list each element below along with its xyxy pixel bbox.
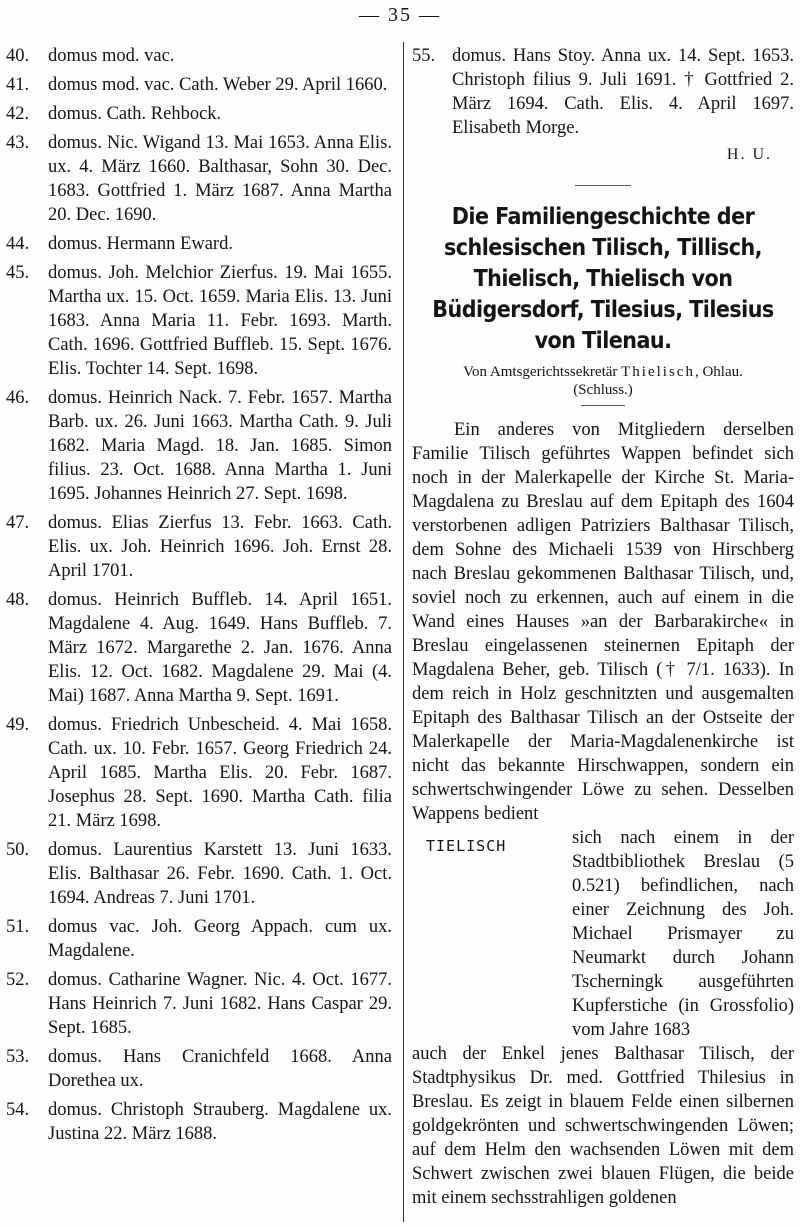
entry-number: 49. (6, 715, 30, 735)
entry-text: domus. Heinrich Buffleb. 14. April 1651. Magdalene 4. Aug. 1649. Hans Buffleb. 7. März 1672. Margarethe 2. Jan. 1676. Anna Elis. 12. Oct. 1682. Magdalene 29. Mai (4. Mai) 1687. Anna Martha 9. Sept. 1691. (48, 590, 392, 706)
entry-text: domus. Joh. Melchior Zierfus. 19. Mai 1655. Martha ux. 15. Oct. 1659. Maria Elis. 13. Juni 1683. Anna Maria 11. Febr. 1693. Marth. Cath. 1696. Gottfried Buffleb. 15. Sept. 1676. Elis. Tochter 14. Sept. 1698. (48, 263, 392, 379)
entry-number: 42. (6, 104, 30, 124)
page-number: — 35 — (359, 4, 441, 26)
right-column (412, 44, 794, 1210)
entry-text: domus mod. vac. (48, 46, 175, 66)
list-item (6, 73, 392, 97)
left-column (6, 44, 392, 1151)
column-divider (403, 42, 404, 1222)
entry-number: 46. (6, 388, 30, 408)
entry-number: 44. (6, 234, 30, 254)
entry-text: domus. Cath. Rehbock. (48, 104, 222, 124)
wrapped-text: sich nach einem in der Stadtbibliothek Breslau (5 0.521) befindlichen, nach einer Zeichnung des Joh. Michael Prismayer zu Neumarkt durch Johann Tscherningk ausgeführten Kupferstiche (in Grossfolio) vom Jahre 1683 (572, 828, 794, 1040)
entry-text: domus. Catharine Wagner. Nic. 4. Oct. 1677. Hans Heinrich 7. Juni 1682. Hans Caspar 29. Sept. 1685. (48, 970, 392, 1038)
entry-number: 50. (6, 840, 30, 860)
list-item (6, 588, 392, 708)
entry-number: 48. (6, 590, 30, 610)
list-item (6, 915, 392, 963)
list-item (6, 261, 392, 381)
list-item (6, 386, 392, 506)
byline-prefix: Von Amtsgerichtssekretär (463, 364, 618, 380)
entry-number: 41. (6, 75, 30, 95)
figure-label: TIELISCH (426, 837, 507, 855)
entry-text: domus vac. Joh. Georg Appach. cum ux. Magdalene. (48, 917, 392, 961)
article-title: Die Familiengeschichte der schlesischen Tilisch, Tillisch, Thielisch, Thielisch von Büdigersdorf, Tilesius, Tilesius von Tilenau. (432, 204, 774, 354)
byline (412, 363, 794, 399)
entry-number: 51. (6, 917, 30, 937)
list-item (6, 102, 392, 126)
entry-text: domus. Heinrich Nack. 7. Febr. 1657. Martha Barb. ux. 26. Juni 1663. Martha Cath. 9. Juli 1682. Maria Magd. 18. Jan. 1685. Simon filius. 23. Oct. 1688. Anna Martha 1. Juni 1695. Johannes Heinrich 27. Sept. 1698. (48, 388, 392, 504)
entry-number: 52. (6, 970, 30, 990)
body-continuation: auch der Enkel jenes Balthasar Tilisch, der Stadtphysikus Dr. med. Gottfried Thilesius in Breslau. Es zeigt in blauem Felde einen silbernen goldgekrönten und schwertschwingenden Löwen; auf dem Helm den wachsenden Löwen mit dem Schwert zwischen zwei blauen Flügen, die beide mit einem sechsstrahligen goldenen (412, 1044, 794, 1208)
entry-number: 40. (6, 46, 30, 66)
section-divider (575, 185, 631, 186)
entry-text: domus. Laurentius Karstett 13. Juni 1633. Elis. Balthasar 26. Febr. 1690. Cath. 1. Oct. 1694. Andreas 7. Juni 1701. (48, 840, 392, 908)
author-initials: H. U. (726, 146, 772, 163)
byline-divider (581, 405, 625, 406)
entry-number: 55. (412, 46, 436, 66)
byline-author: Thielisch (621, 364, 695, 380)
entry-number: 45. (6, 263, 30, 283)
entry-text: domus. Hans Stoy. Anna ux. 14. Sept. 1653. Christoph filius 9. Juli 1691. † Gottfried 2. März 1694. Cath. Elis. 4. April 1697. Elisabeth Morge. (452, 46, 794, 138)
list-item (6, 838, 392, 910)
entry-text: domus. Friedrich Unbescheid. 4. Mai 1658. Cath. ux. 10. Febr. 1657. Georg Friedrich 24. April 1685. Martha Elis. 20. Febr. 1687. Josephus 28. Sept. 1690. Martha Cath. filia 21. März 1698. (48, 715, 392, 831)
byline-suffix: , Ohlau. (694, 364, 743, 380)
list-item (6, 1045, 392, 1093)
figure-block (412, 826, 794, 1042)
body-paragraph: Ein anderes von Mitgliedern derselben Familie Tilisch geführtes Wappen befindet sich noch in der Malerkapelle der Kirche St. Maria-Magdalena zu Breslau auf dem Epitaph des 1604 verstorbenen adligen Patriziers Balthasar Tilisch, dem Sohne des Michaeli 1539 von Hirschberg nach Breslau gekommenen Balthasar Tilisch, und, soviel noch zu erkennen, auch auf einem in die Wand eines Hauses »an der Barbarakirche« in Breslau eingelassenen steinernen Epitaph der Magdalena Beher, geb. Tilisch († 7/1. 1633). In dem reich in Holz geschnitzten und ausgemalten Epitaph des Balthasar Tilisch an der Ostseite der Malerkapelle der Maria-Magdalenenkirche ist nicht das bekannte Hirschwappen, sondern ein schwertschwingender Löwe zu sehen. Desselben Wappens bedient (412, 420, 794, 824)
entry-number: 43. (6, 133, 30, 153)
entry-number: 54. (6, 1100, 30, 1120)
list-item (6, 968, 392, 1040)
list-item (6, 1098, 392, 1146)
list-item (6, 713, 392, 833)
entry-text: domus. Nic. Wigand 13. Mai 1653. Anna Elis. ux. 4. März 1660. Balthasar, Sohn 30. Dec. 1683. Gottfried 1. März 1687. Anna Martha 20. Dec. 1690. (48, 133, 392, 225)
entry-text: domus. Christoph Strauberg. Magdalene ux. Justina 22. März 1688. (48, 1100, 392, 1144)
list-item (6, 44, 392, 68)
list-item (412, 44, 794, 140)
list-item (6, 511, 392, 583)
entry-text: domus. Hermann Eward. (48, 234, 233, 254)
byline-note: (Schluss.) (573, 382, 633, 398)
entry-text: domus. Hans Cranichfeld 1668. Anna Dorethea ux. (48, 1047, 392, 1091)
list-item (6, 131, 392, 227)
entry-text: domus mod. vac. Cath. Weber 29. April 1660. (48, 75, 388, 95)
entry-number: 53. (6, 1047, 30, 1067)
entry-text: domus. Elias Zierfus 13. Febr. 1663. Cath. Elis. ux. Joh. Heinrich 1696. Joh. Ernst 28. April 1701. (48, 513, 392, 581)
list-item (6, 232, 392, 256)
entry-number: 47. (6, 513, 30, 533)
